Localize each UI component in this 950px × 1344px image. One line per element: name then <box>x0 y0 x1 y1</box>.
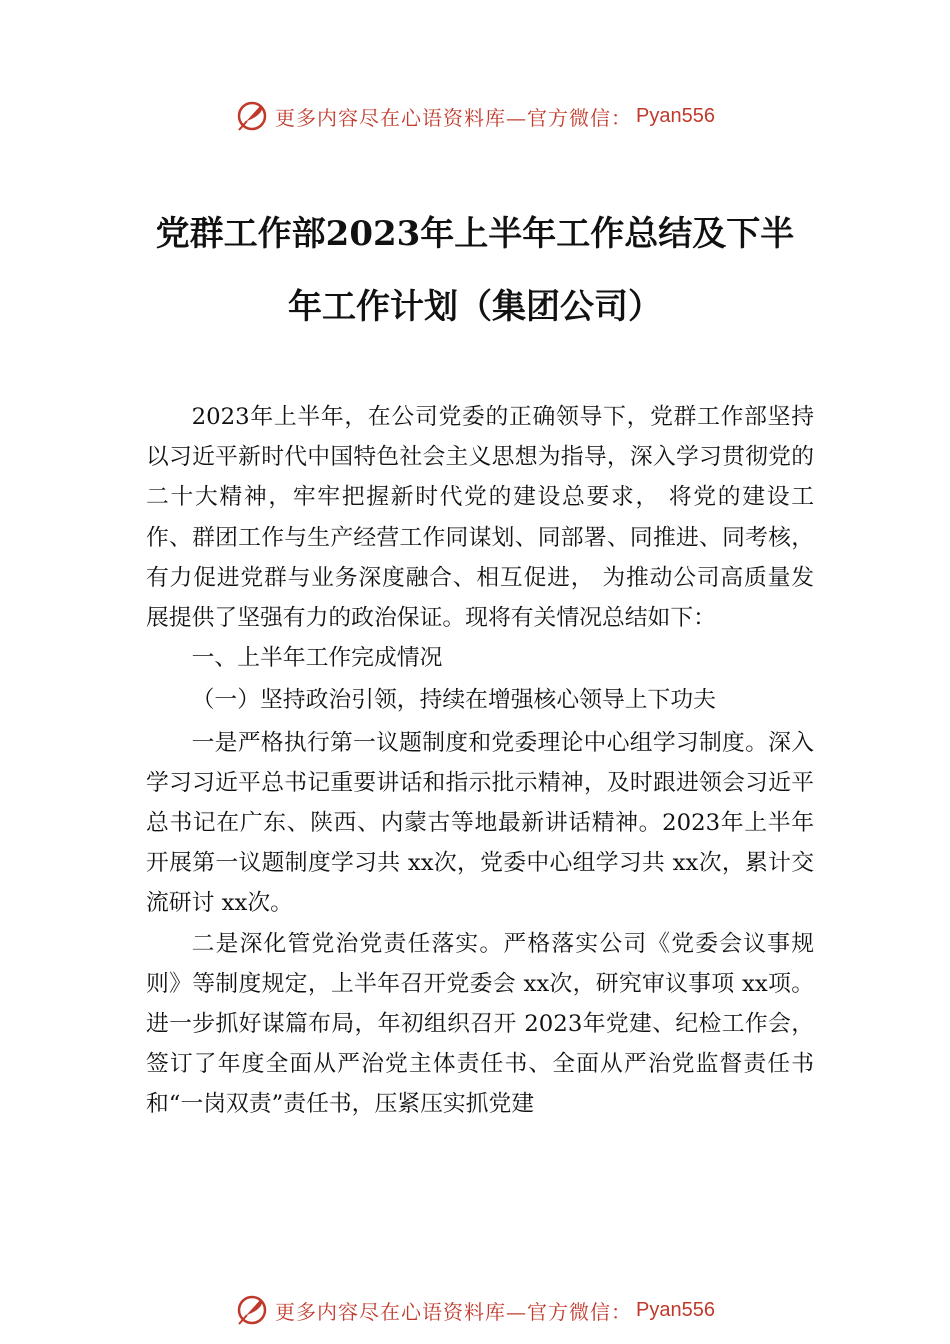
watermark-wechat-id: Pyan556 <box>636 104 715 127</box>
document-body <box>146 397 814 1125</box>
document-title-line-1: 党群工作部2023年上半年工作总结及下半 <box>155 214 795 254</box>
paragraph-second-point: 二是深化管党治党责任落实。严格落实公司《党委会议事规则》等制度规定，上半年召开党委会 xx次，研究审议事项 xx项。进一步抓好谋篇布局，年初组织召开 2023年党建、纪检工作会，签订了年度全面从严治党主体责任书、全面从严治党监督责任书和“一岗双责”责任书，压紧压实抓党建 <box>146 930 814 1118</box>
watermark-wechat-id: Pyan556 <box>636 1298 715 1321</box>
watermark-banner-bottom <box>0 1290 950 1330</box>
intro-paragraph: 2023年上半年，在公司党委的正确领导下，党群工作部坚持以习近平新时代中国特色社会主义思想为指导，深入学习贯彻党的二十大精神，牢牢把握新时代党的建设总要求， 将党的建设工作、群团工作与生产经营工作同谋划、同部署、同推进、同考核，有力促进党群与业务深度融合、相互促进， 为推动公司高质量发展提供了坚强有力的政治保证。现将有关情况总结如下： <box>146 404 814 632</box>
document-title-line-2: 年工作计划（集团公司） <box>288 287 662 327</box>
section-heading: 一、上半年工作完成情况 <box>191 645 443 672</box>
quill-logo-icon <box>235 1293 269 1327</box>
watermark-text: 更多内容尽在心语资料库—官方微信： <box>275 1299 633 1324</box>
quill-logo-icon <box>235 99 269 133</box>
subsection-heading: （一）坚持政治引领，持续在增强核心领导上下功夫 <box>191 687 716 714</box>
watermark-banner-top <box>0 96 950 136</box>
paragraph-first-point: 一是严格执行第一议题制度和党委理论中心组学习制度。深入学习习近平总书记重要讲话和指示批示精神，及时跟进领会习近平总书记在广东、陕西、内蒙古等地最新讲话精神。2023年上半年开展第一议题制度学习共 xx次，党委中心组学习共 xx次，累计交流研讨 xx次。 <box>146 729 814 917</box>
watermark-text: 更多内容尽在心语资料库—官方微信： <box>275 105 633 130</box>
